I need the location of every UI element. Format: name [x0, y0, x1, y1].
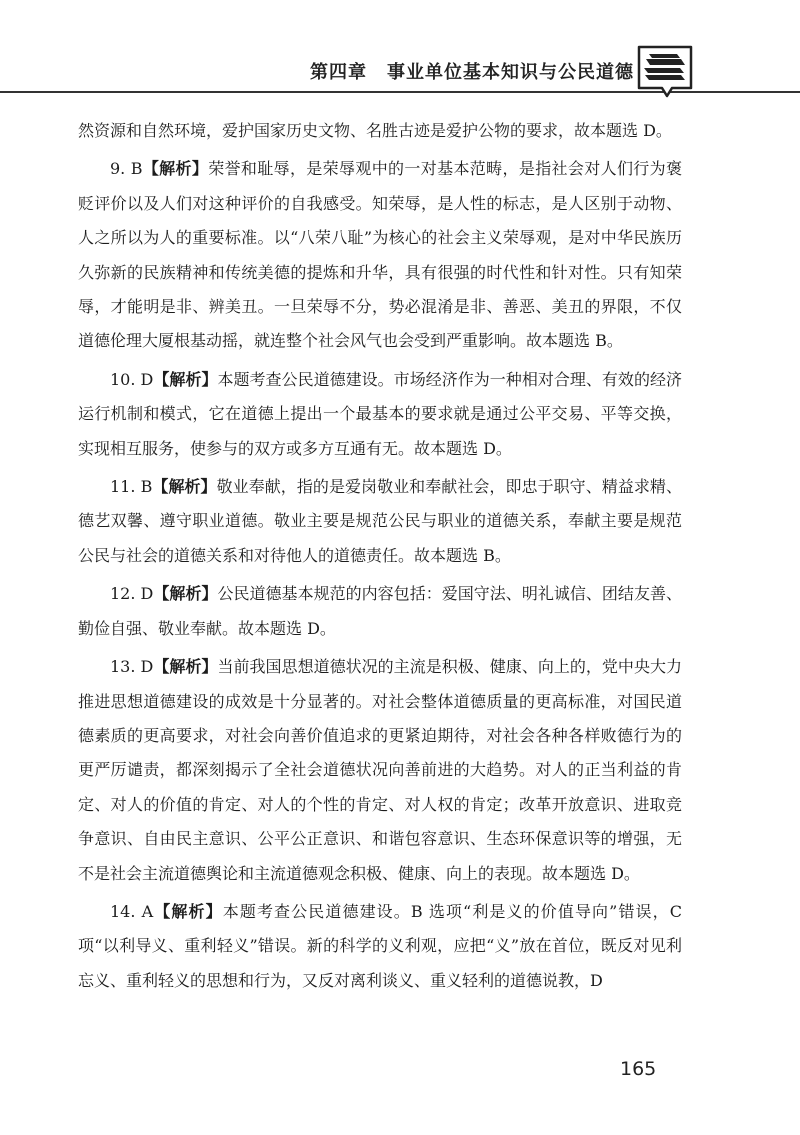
paragraph-text: 本题考查公民道德建设。B 选项“利是义的价值导向”错误，C 项“以利导义、重利轻义”错误。新的科学的义利观，应把“义”放在首位，既反对见利忘义、重利轻义的思想和行为，又反对离利谈义、重义轻利的道德说教，D	[78, 901, 682, 990]
answer-number: 12. D	[110, 584, 154, 604]
analysis-tag: 【解析】	[153, 901, 223, 921]
answer-number: 13. D	[110, 657, 154, 677]
paragraph-text: 然资源和自然环境，爱护国家历史文物、名胜古迹是爱护公物的要求，故本题选 D。	[78, 121, 672, 140]
answer-9	[78, 152, 682, 358]
answer-11	[78, 470, 682, 573]
answer-number: 14. A	[110, 901, 154, 921]
answer-10	[78, 363, 682, 466]
answer-explanations	[78, 114, 682, 1002]
paragraph-continued	[78, 114, 682, 148]
answer-14	[78, 895, 682, 998]
chapter-number: 第四章	[310, 62, 367, 83]
paragraph-text: 本题考查公民道德建设。市场经济作为一种相对合理、有效的经济运行机制和模式，它在道德上提出一个最基本的要求就是通过公平交易、平等交换，实现相互服务，使参与的双方或多方互通有无。故本题选 D。	[78, 369, 682, 458]
answer-number: 10. D	[110, 369, 154, 389]
book-stack-icon	[636, 44, 694, 98]
chapter-title	[310, 58, 634, 84]
page-number: 165	[620, 1058, 657, 1080]
paragraph-text: 敬业奉献，指的是爱岗敬业和奉献社会，即忠于职守、精益求精、德艺双馨、遵守职业道德。敬业主要是规范公民与职业的道德关系，奉献主要是规范公民与社会的道德关系和对待他人的道德责任。故本题选 B。	[78, 477, 682, 565]
paragraph-text: 当前我国思想道德状况的主流是积极、健康、向上的，党中央大力推进思想道德建设的成效是十分显著的。对社会整体道德质量的更高标准，对国民道德素质的更高要求，对社会向善价值追求的更紧迫期待，对社会各种各样败德行为的更严厉谴责，都深刻揭示了全社会道德状况向善前进的大趋势。对人的正当利益的肯定、对人的价值的肯定、对人的个性的肯定、对人权的肯定；改革开放意识、进取竞争意识、自由民主意识、公平公正意识、和谐包容意识、生态环保意识等的增强，无不是社会主流道德舆论和主流道德观念积极、健康、向上的表现。故本题选 D。	[78, 657, 682, 883]
answer-12	[78, 577, 682, 646]
analysis-tag: 【解析】	[153, 657, 218, 677]
chapter-name: 事业单位基本知识与公民道德	[387, 62, 634, 83]
paragraph-text: 公民道德基本规范的内容包括：爱国守法、明礼诚信、团结友善、勤俭自强、敬业奉献。故本题选 D。	[78, 584, 682, 638]
analysis-tag: 【解析】	[152, 477, 217, 497]
page-header	[0, 0, 800, 100]
answer-number: 11. B	[110, 477, 153, 497]
paragraph-text: 荣誉和耻辱，是荣辱观中的一对基本范畴，是指社会对人们行为褒贬评价以及人们对这种评价的自我感受。知荣辱，是人性的标志，是人区别于动物、人之所以为人的重要标准。以“八荣八耻”为核心的社会主义荣辱观，是对中华民族历久弥新的民族精神和传统美德的提炼和升华，具有很强的时代性和针对性。只有知荣辱，才能明是非、辨美丑。一旦荣辱不分，势必混淆是非、善恶、美丑的界限，不仅道德伦理大厦根基动摇，就连整个社会风气也会受到严重影响。故本题选 B。	[78, 159, 682, 351]
answer-13	[78, 650, 682, 891]
analysis-tag: 【解析】	[142, 159, 209, 179]
analysis-tag: 【解析】	[153, 584, 218, 604]
answer-number: 9. B	[110, 159, 143, 179]
analysis-tag: 【解析】	[153, 369, 218, 389]
